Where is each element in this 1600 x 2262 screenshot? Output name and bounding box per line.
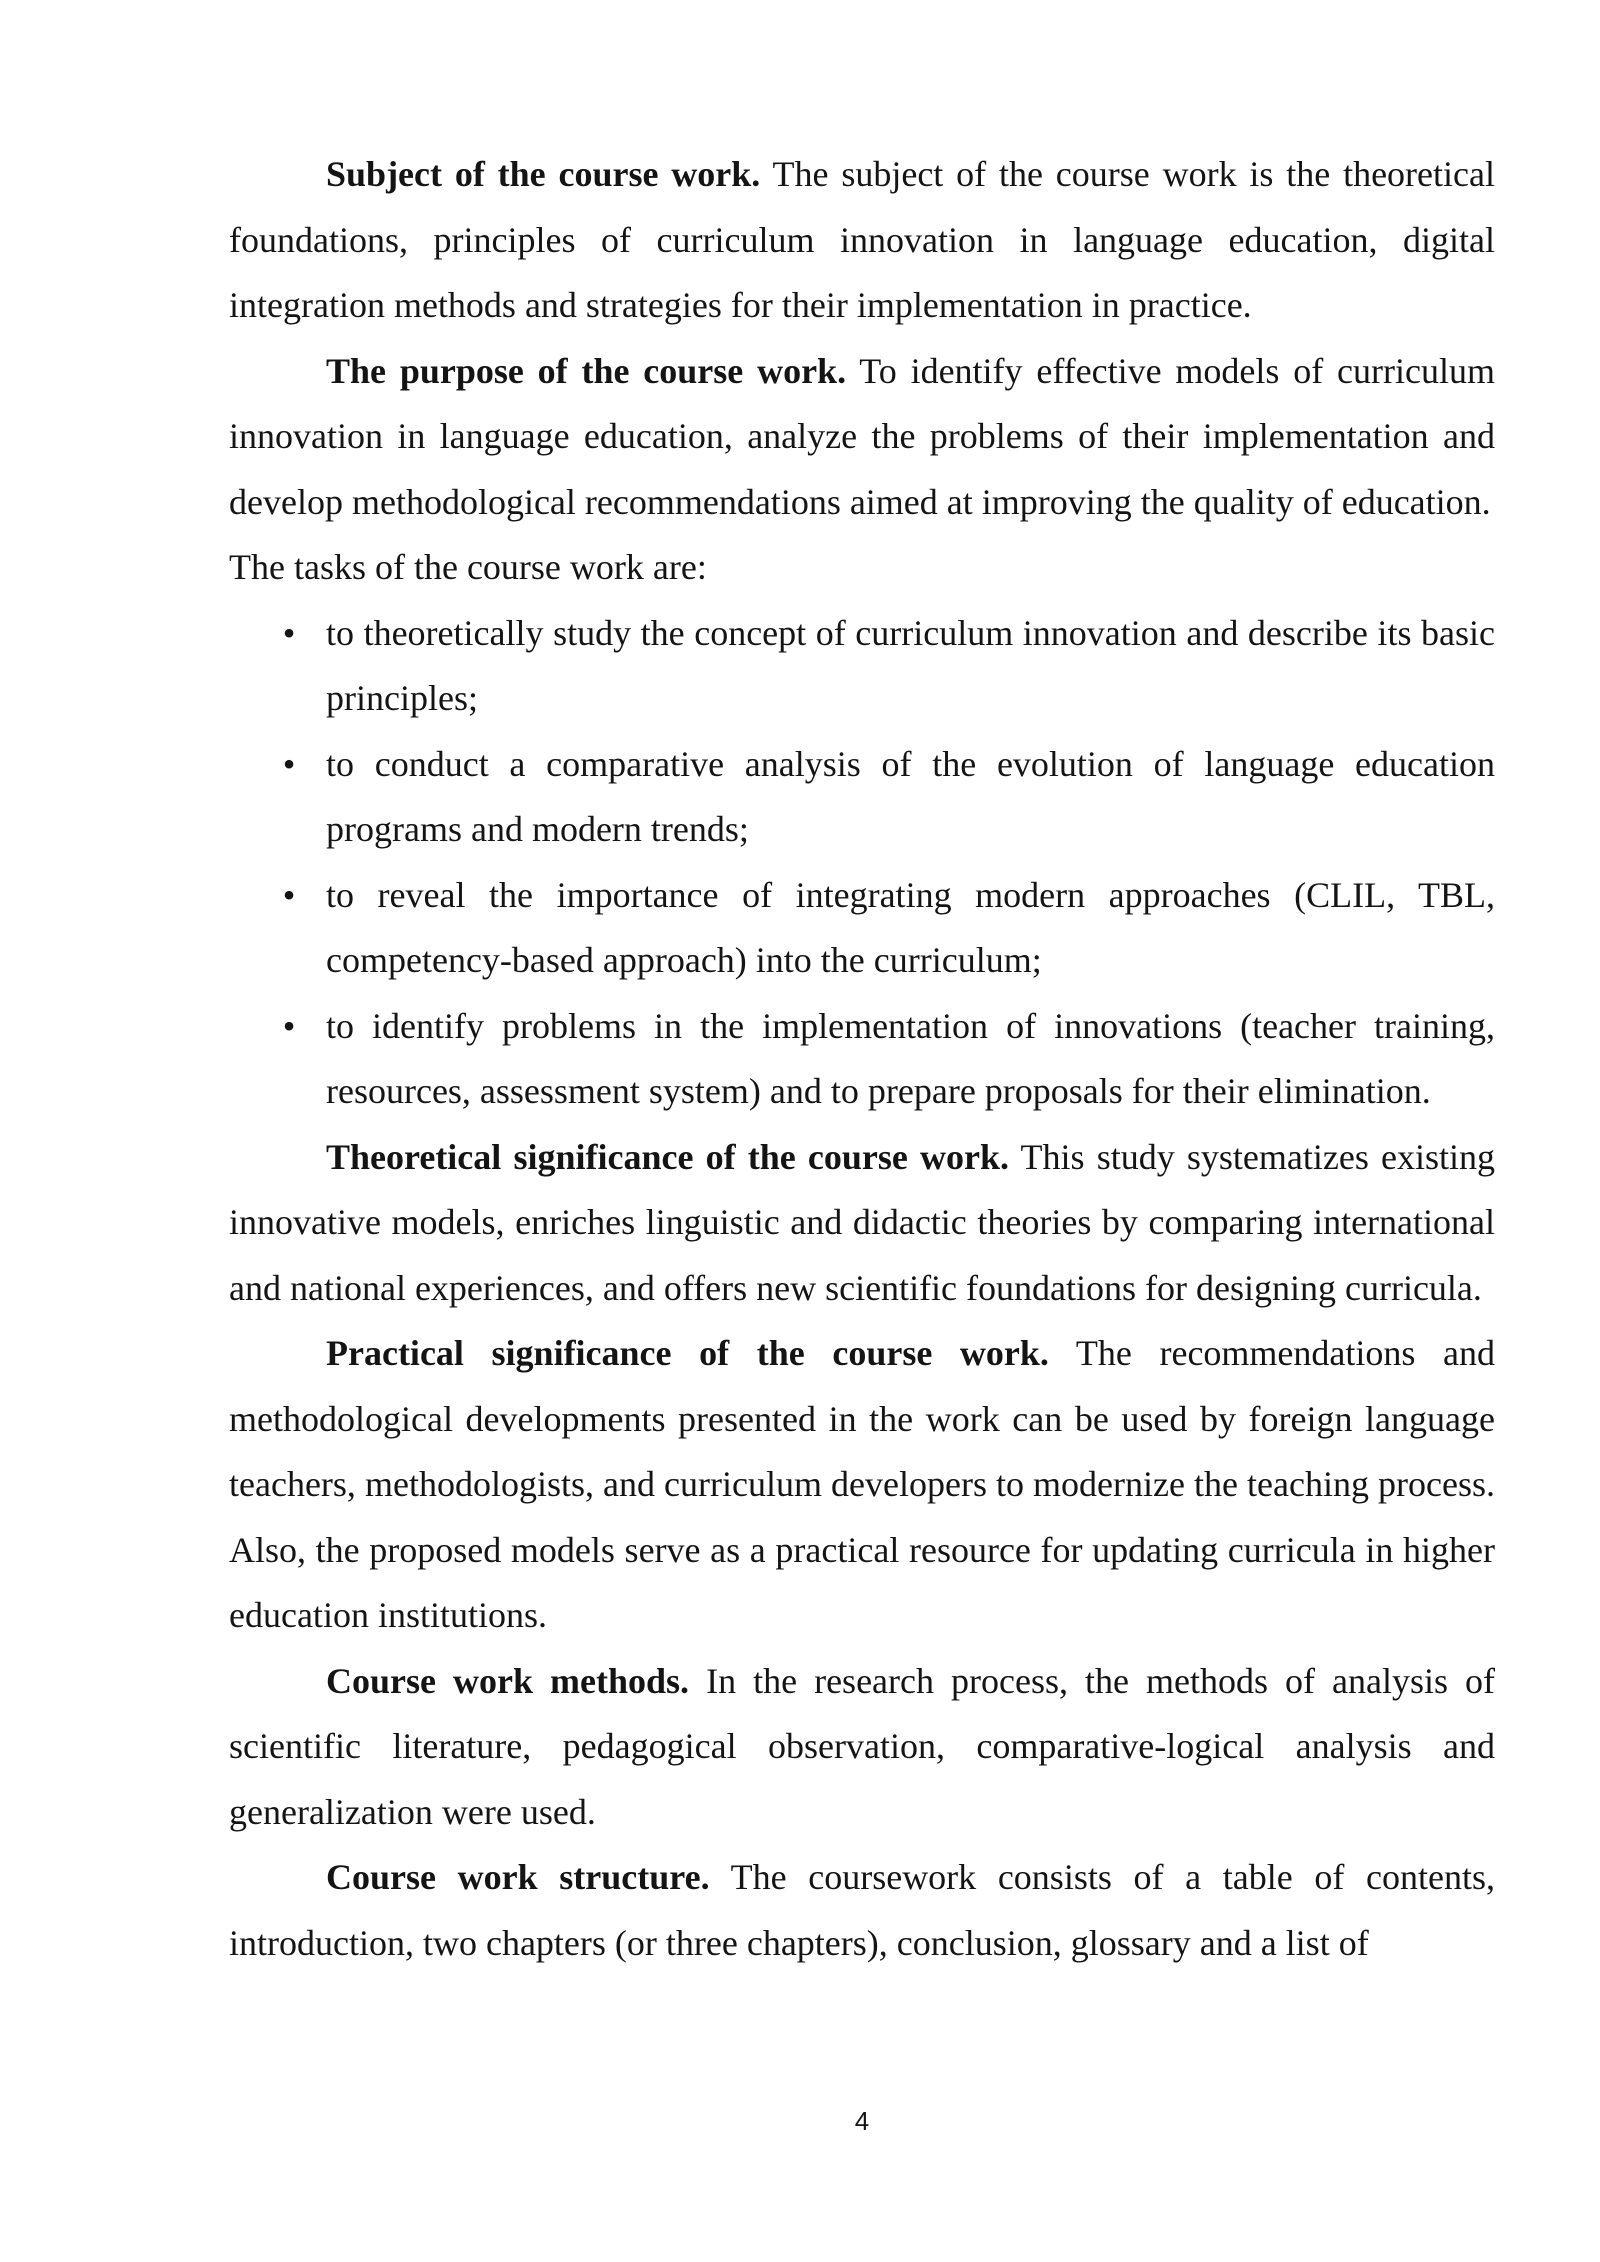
list-item	[229, 994, 1495, 1125]
paragraph-purpose	[229, 339, 1495, 536]
task-text: to reveal the importance of integrating modern approaches (CLIL, TBL, competency-based approach) into the curriculum;	[326, 874, 1495, 980]
paragraph-structure	[229, 1845, 1495, 1976]
page-number: 4	[854, 2106, 870, 2136]
text-structure: The coursework consists of a table of contents, introduction, two chapters (or three chapters), conclusion, glossary and a list of	[229, 1857, 1496, 1963]
page-body	[229, 142, 1495, 1976]
task-text: to identify problems in the implementation of innovations (teacher training, resources, assessment system) and to prepare proposals for their elimination.	[326, 1005, 1495, 1111]
task-text: to conduct a comparative analysis of the evolution of language education programs and modern trends;	[326, 743, 1495, 849]
paragraph-methods	[229, 1649, 1495, 1846]
list-item	[229, 601, 1495, 732]
heading-practical: Practical significance of the course work.	[326, 1333, 1049, 1373]
paragraph-practical	[229, 1321, 1495, 1649]
heading-purpose: The purpose of the course work.	[326, 350, 847, 391]
text-subject: The subject of the course work is the theoretical foundations, principles of curriculum innovation in language education, digital integration methods and strategies for their implementation in practice.	[229, 154, 1495, 325]
heading-theoretical: Theoretical significance of the course work.	[326, 1136, 1010, 1177]
paragraph-theoretical	[229, 1125, 1495, 1322]
tasks-list	[229, 601, 1495, 1125]
text-theoretical: This study systematizes existing innovative models, enriches linguistic and didactic theories by comparing international and national experiences, and offers new scientific foundations for designing curricula.	[229, 1136, 1495, 1308]
bullet-icon: •	[282, 612, 296, 653]
text-practical: The recommendations and methodological developments presented in the work can be used by foreign language teachers, methodologists, and curriculum developers to modernize the teaching process. Also, the proposed models serve as a practical resource for updating curricula in higher education institutions.	[229, 1333, 1495, 1635]
bullet-icon: •	[282, 743, 296, 784]
tasks-intro: The tasks of the course work are:	[229, 547, 707, 587]
bullet-icon: •	[282, 874, 296, 915]
text-purpose: To identify effective models of curriculum innovation in language education, analyze the problems of their implementation and develop methodological recommendations aimed at improving the quality of education.	[229, 350, 1495, 522]
task-text: to theoretically study the concept of curriculum innovation and describe its basic principles;	[326, 612, 1495, 718]
text-methods: In the research process, the methods of analysis of scientific literature, pedagogical observation, comparative-logical analysis and generalization were used.	[229, 1660, 1496, 1832]
bullet-icon: •	[282, 1005, 296, 1046]
heading-subject: Subject of the course work.	[326, 154, 761, 194]
paragraph-subject	[229, 142, 1495, 339]
heading-methods: Course work methods.	[326, 1660, 690, 1701]
list-item	[229, 863, 1495, 994]
list-item	[229, 732, 1495, 863]
heading-structure: Course work structure.	[326, 1857, 710, 1897]
